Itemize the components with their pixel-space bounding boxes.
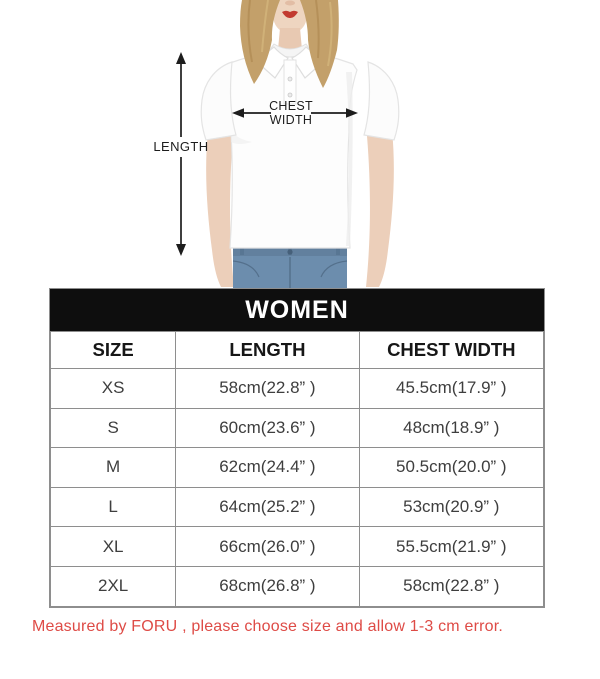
chest-width-cell: 50.5cm(20.0” ) — [359, 448, 543, 488]
chest-width-label-line1: CHEST — [269, 99, 313, 113]
length-label: LENGTH — [153, 139, 209, 154]
measurement-note: Measured by FORU , please choose size and allow 1-3 cm error. — [31, 618, 504, 635]
header-row — [51, 332, 544, 369]
jeans — [233, 246, 347, 288]
chest-width-cell: 55.5cm(21.9” ) — [359, 527, 543, 567]
size-chart-table — [49, 288, 545, 608]
table-row — [51, 566, 544, 606]
polo-button — [288, 77, 292, 81]
header-size: SIZE — [51, 332, 176, 369]
nose-shadow — [285, 1, 295, 6]
size-cell: L — [51, 487, 176, 527]
table-row — [51, 527, 544, 567]
arrowhead-up-icon — [176, 52, 186, 64]
right-arm — [366, 130, 394, 287]
length-cell: 64cm(25.2” ) — [176, 487, 359, 527]
size-cell: M — [51, 448, 176, 488]
model-illustration — [140, 0, 460, 288]
size-cell: S — [51, 408, 176, 448]
length-arrow — [176, 52, 186, 256]
model-photo — [0, 0, 600, 288]
length-cell: 66cm(26.0” ) — [176, 527, 359, 567]
chest-width-cell: 53cm(20.9” ) — [359, 487, 543, 527]
length-cell: 58cm(22.8” ) — [176, 369, 359, 409]
left-sleeve — [201, 62, 236, 140]
size-cell: XS — [51, 369, 176, 409]
length-cell: 60cm(23.6” ) — [176, 408, 359, 448]
chest-width-cell: 58cm(22.8” ) — [359, 566, 543, 606]
table-title: WOMEN — [50, 289, 544, 331]
size-cell: XL — [51, 527, 176, 567]
header-chest-width: CHEST WIDTH — [359, 332, 543, 369]
arrowhead-down-icon — [176, 244, 186, 256]
table-row — [51, 408, 544, 448]
size-cell: 2XL — [51, 566, 176, 606]
left-arm — [206, 130, 234, 287]
right-sleeve — [364, 62, 399, 140]
length-cell: 62cm(24.4” ) — [176, 448, 359, 488]
table-row — [51, 487, 544, 527]
chest-width-cell: 45.5cm(17.9” ) — [359, 369, 543, 409]
chest-width-cell: 48cm(18.9” ) — [359, 408, 543, 448]
polo-button — [288, 93, 292, 97]
table-row — [51, 369, 544, 409]
chest-width-label-line2: WIDTH — [269, 113, 313, 127]
table-row — [51, 448, 544, 488]
length-cell: 68cm(26.8” ) — [176, 566, 359, 606]
header-length: LENGTH — [176, 332, 359, 369]
